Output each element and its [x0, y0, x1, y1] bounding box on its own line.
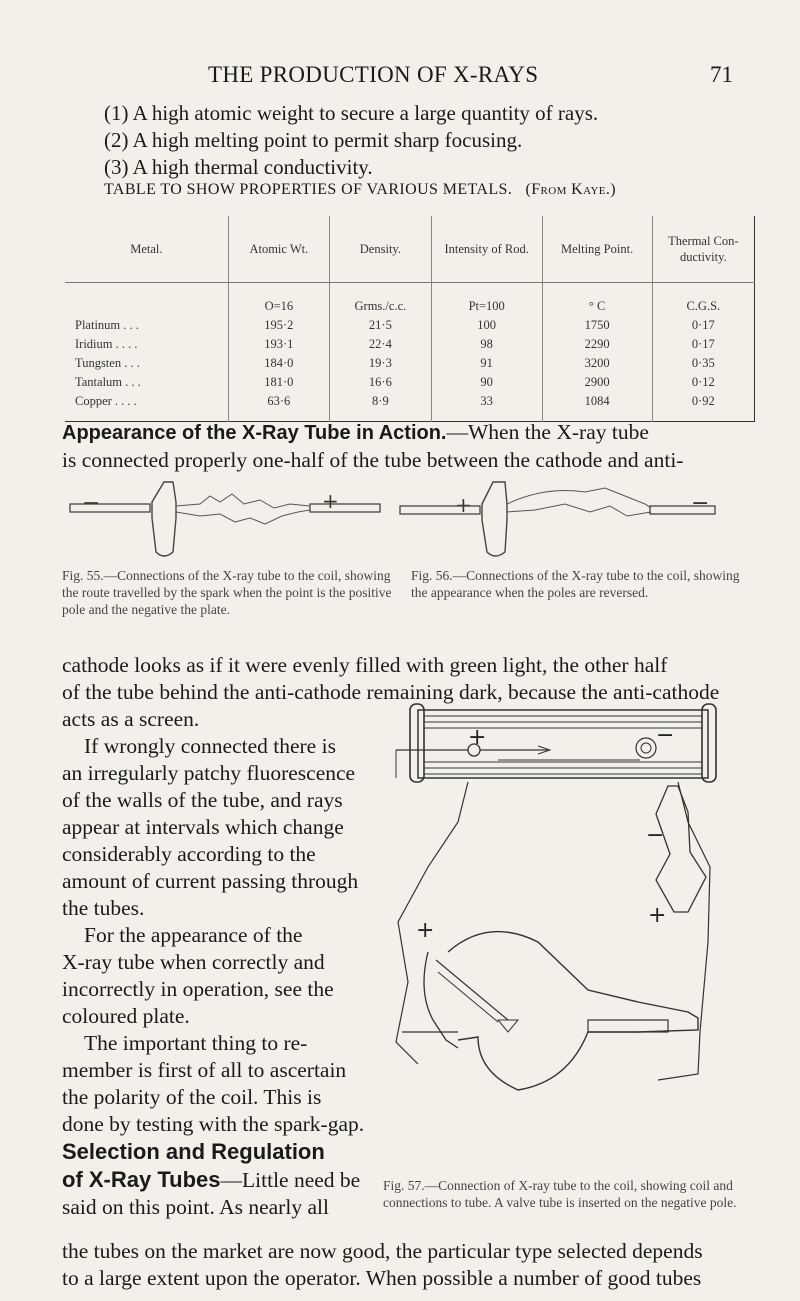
figure-55-caption: Fig. 55.—Connections of the X-ray tube to the coil, showing the route travelled by the spark when the point is the positive pole and the negative the plate.	[62, 568, 392, 617]
table-row	[65, 316, 755, 335]
column-header: Density.	[329, 216, 431, 283]
table-cell: 33	[431, 392, 542, 422]
figure-57-diagram	[388, 702, 738, 1172]
table-cell: 63·6	[228, 392, 329, 422]
table-units-row	[65, 283, 755, 317]
table-cell: C.G.S.	[652, 283, 754, 317]
table-cell: 0·12	[652, 373, 754, 392]
table-cell: 3200	[542, 354, 652, 373]
table-source: (From Kaye.)	[525, 181, 617, 198]
table-cell: Tantalum . . .	[75, 375, 141, 389]
section-heading: of X-Ray Tubes	[62, 1167, 221, 1192]
paragraph-line: of the walls of the tube, and rays	[62, 788, 343, 812]
table-cell: 8·9	[329, 392, 431, 422]
table-cell: 91	[431, 354, 542, 373]
table-cell: 1750	[542, 316, 652, 335]
paragraph-text: is connected properly one-half of the tube between the cathode and anti-	[62, 448, 684, 472]
table-row	[65, 392, 755, 422]
plus-sign: +	[416, 918, 435, 943]
table-cell: Grms./c.c.	[329, 283, 431, 317]
list-item: (2) A high melting point to permit sharp focusing.	[104, 128, 523, 152]
table-cell: 181·0	[228, 373, 329, 392]
paragraph-line: acts as a screen.	[62, 707, 200, 731]
requirements-list	[104, 100, 598, 181]
paragraph-line: incorrectly in operation, see the	[62, 977, 334, 1001]
table-cell: Copper . . . .	[75, 394, 137, 408]
paragraph-line: appear at intervals which change	[62, 815, 344, 839]
figure-55-diagram	[60, 482, 390, 562]
minus-sign: −	[656, 723, 675, 748]
table-cell: O=16	[228, 283, 329, 317]
table-cell: 100	[431, 316, 542, 335]
table-cell: 1084	[542, 392, 652, 422]
column-header: Melting Point.	[542, 216, 652, 283]
table-cell: 16·6	[329, 373, 431, 392]
paragraph-line: If wrongly connected there is	[84, 734, 336, 758]
table-cell: 21·5	[329, 316, 431, 335]
column-header: Atomic Wt.	[228, 216, 329, 283]
table-cell: 0·17	[652, 335, 754, 354]
table-cell: 2290	[542, 335, 652, 354]
paragraph-line: considerably according to the	[62, 842, 316, 866]
table-cell: Pt=100	[431, 283, 542, 317]
paragraph-line: done by testing with the spark-gap.	[62, 1112, 365, 1136]
running-title: THE PRODUCTION OF X-RAYS	[208, 62, 539, 87]
paragraph-line: The important thing to re-	[84, 1031, 308, 1055]
table-row	[65, 354, 755, 373]
paragraph-line: to a large extent upon the operator. When possible a number of good tubes	[62, 1266, 702, 1290]
metals-properties-table	[65, 216, 755, 422]
paragraph-line: the tubes on the market are now good, the particular type selected depends	[62, 1239, 703, 1263]
figure-56-caption: Fig. 56.—Connections of the X-ray tube to the coil, showing the appearance when the poles are reversed.	[411, 568, 740, 600]
table-title	[104, 181, 616, 199]
paragraph-line: of the tube behind the anti-cathode remaining dark, because the anti-cathode	[62, 680, 720, 704]
plus-sign: +	[455, 493, 472, 517]
table-cell: 0·17	[652, 316, 754, 335]
paragraph-line: an irregularly patchy fluorescence	[62, 761, 356, 785]
table-row	[65, 373, 755, 392]
section-heading: Appearance of the X-Ray Tube in Action.	[62, 422, 447, 444]
table-cell: 184·0	[228, 354, 329, 373]
table-cell: 98	[431, 335, 542, 354]
table-cell: 0·92	[652, 392, 754, 422]
column-header: Intensity of Rod.	[431, 216, 542, 283]
figure-56-diagram	[395, 482, 725, 562]
table-title-text: TABLE TO SHOW PROPERTIES OF VARIOUS METALS.	[104, 181, 513, 198]
column-header: Thermal Con-ductivity.	[652, 216, 754, 283]
selection-paragraph	[62, 1238, 742, 1292]
plus-sign: +	[322, 489, 339, 513]
table-cell: ° C	[542, 283, 652, 317]
paragraph-text: —When the X-ray tube	[446, 420, 649, 444]
paragraph-text: —Little need be	[220, 1168, 361, 1192]
minus-sign: −	[691, 491, 710, 516]
plus-sign: +	[648, 903, 667, 928]
page-number: 71	[710, 62, 733, 87]
list-item: (3) A high thermal conductivity.	[104, 155, 373, 179]
side-column-text	[62, 733, 370, 1221]
table-header-row	[65, 216, 755, 283]
section-heading: Selection and Regulation	[62, 1139, 325, 1164]
table-cell: 0·35	[652, 354, 754, 373]
table-cell: 19·3	[329, 354, 431, 373]
page-header	[0, 62, 800, 92]
column-header: Metal.	[65, 216, 228, 283]
table-cell	[65, 283, 228, 317]
table-cell: Tungsten . . .	[75, 356, 140, 370]
paragraph-line: said on this point. As nearly all	[62, 1195, 329, 1219]
paragraph-line: the tubes.	[62, 896, 145, 920]
plus-sign: +	[468, 725, 487, 750]
table-cell: 193·1	[228, 335, 329, 354]
paragraph-line: the polarity of the coil. This is	[62, 1085, 322, 1109]
table-cell: Platinum . . .	[75, 318, 139, 332]
table-cell: 90	[431, 373, 542, 392]
paragraph-line: member is first of all to ascertain	[62, 1058, 347, 1082]
list-item: (1) A high atomic weight to secure a large quantity of rays.	[104, 101, 599, 125]
table-cell: 195·2	[228, 316, 329, 335]
minus-sign: −	[646, 823, 665, 848]
table-cell: 22·4	[329, 335, 431, 354]
paragraph-line: amount of current passing through	[62, 869, 359, 893]
table-cell: 2900	[542, 373, 652, 392]
table-row	[65, 335, 755, 354]
figure-57-caption: Fig. 57.—Connection of X-ray tube to the coil, showing coil and connections to tube. A valve tube is inserted on the negative pole.	[383, 1178, 737, 1210]
paragraph-line: For the appearance of the	[84, 923, 303, 947]
minus-sign: −	[82, 491, 101, 516]
paragraph-line: X-ray tube when correctly and	[62, 950, 325, 974]
paragraph-line: cathode looks as if it were evenly filled with green light, the other half	[62, 653, 668, 677]
paragraph-line: coloured plate.	[62, 1004, 190, 1028]
appearance-paragraph	[62, 419, 742, 474]
table-cell: Iridium . . . .	[75, 337, 138, 351]
